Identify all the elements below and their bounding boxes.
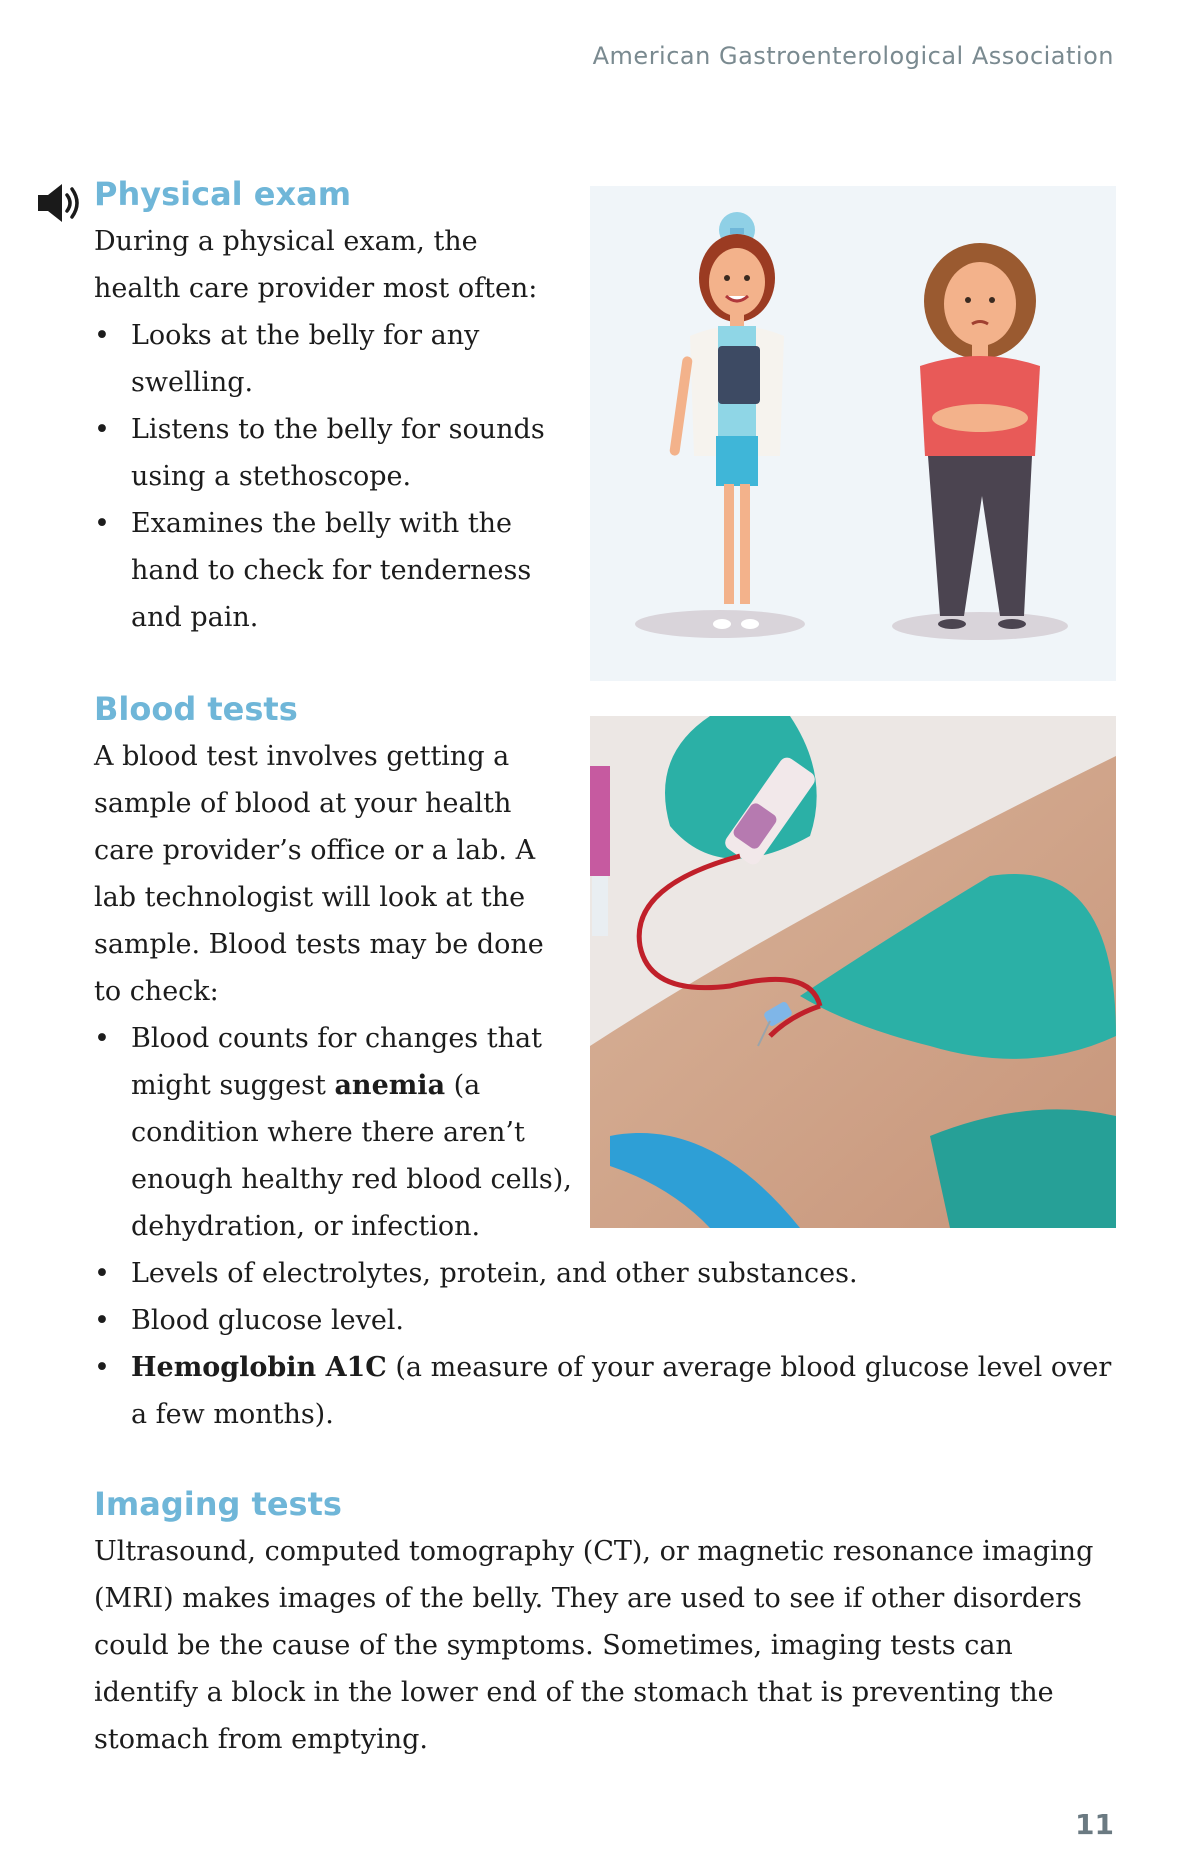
intro-line: to check:: [94, 976, 219, 1007]
text-run: (a: [445, 1070, 481, 1101]
list-item-line: Examines the belly with the: [131, 508, 513, 539]
blood-draw-photo: [590, 716, 1116, 1228]
list-item-line: Blood counts for changes that: [131, 1023, 542, 1054]
list-item-line: Looks at the belly for any: [131, 320, 480, 351]
list-item-line: Listens to the belly for sounds: [131, 414, 545, 445]
list-item-line: Levels of electrolytes, protein, and other substances.: [131, 1258, 858, 1289]
list-item-line: and pain.: [131, 602, 259, 633]
list-item-line: swelling.: [131, 367, 254, 398]
paragraph-line: stomach from emptying.: [94, 1724, 428, 1755]
blood-tests-heading: Blood tests: [94, 690, 298, 728]
list-item: [94, 1297, 1111, 1344]
intro-line: sample. Blood tests may be done: [94, 929, 544, 960]
list-item-line: hand to check for tenderness: [131, 555, 532, 586]
imaging-tests-paragraph: [94, 1528, 1093, 1763]
bullet-glyph: •: [94, 1258, 110, 1289]
list-item: [94, 406, 545, 500]
physical-exam-heading: Physical exam: [94, 175, 352, 213]
intro-line: care provider’s office or a lab. A: [94, 835, 536, 866]
blood-tests-intro: [94, 733, 544, 1015]
text-run: might suggest: [131, 1070, 335, 1101]
list-item: [94, 500, 545, 641]
running-header: American Gastroenterological Association: [592, 42, 1114, 70]
physical-exam-intro: [94, 218, 537, 312]
bullet-glyph: •: [94, 1352, 110, 1383]
page-number: 11: [1075, 1808, 1114, 1841]
list-item-line: Blood glucose level.: [131, 1305, 405, 1336]
intro-line: sample of blood at your health: [94, 788, 512, 819]
list-item-line: dehydration, or infection.: [131, 1211, 481, 1242]
speaker-icon[interactable]: [36, 180, 82, 226]
bullet-glyph: •: [94, 320, 110, 351]
text-run: (a measure of your average blood glucose level over: [386, 1352, 1112, 1383]
list-item: [94, 312, 545, 406]
physical-exam-list: [94, 312, 545, 641]
term-hemoglobin-a1c: Hemoglobin A1C: [131, 1352, 387, 1383]
list-item: [94, 1344, 1111, 1438]
intro-line: lab technologist will look at the: [94, 882, 526, 913]
list-item-line: enough healthy red blood cells),: [131, 1164, 572, 1195]
list-item: [94, 1250, 1111, 1297]
doctor-patient-illustration: [590, 186, 1116, 681]
intro-line: health care provider most often:: [94, 273, 538, 304]
paragraph-line: identify a block in the lower end of the stomach that is preventing the: [94, 1677, 1054, 1708]
imaging-tests-heading: Imaging tests: [94, 1485, 342, 1523]
bullet-glyph: •: [94, 414, 110, 445]
paragraph-line: (MRI) makes images of the belly. They are used to see if other disorders: [94, 1583, 1082, 1614]
list-item-line: [131, 1344, 1111, 1391]
intro-line: During a physical exam, the: [94, 226, 478, 257]
bullet-glyph: •: [94, 1023, 110, 1054]
list-item-line: a few months).: [131, 1399, 334, 1430]
list-item-line: condition where there aren’t: [131, 1117, 525, 1148]
term-anemia: anemia: [334, 1070, 446, 1101]
intro-line: A blood test involves getting a: [94, 741, 510, 772]
list-item-line: using a stethoscope.: [131, 461, 412, 492]
paragraph-line: Ultrasound, computed tomography (CT), or magnetic resonance imaging: [94, 1536, 1094, 1567]
paragraph-line: could be the cause of the symptoms. Sometimes, imaging tests can: [94, 1630, 1013, 1661]
bullet-glyph: •: [94, 1305, 110, 1336]
bullet-glyph: •: [94, 508, 110, 539]
